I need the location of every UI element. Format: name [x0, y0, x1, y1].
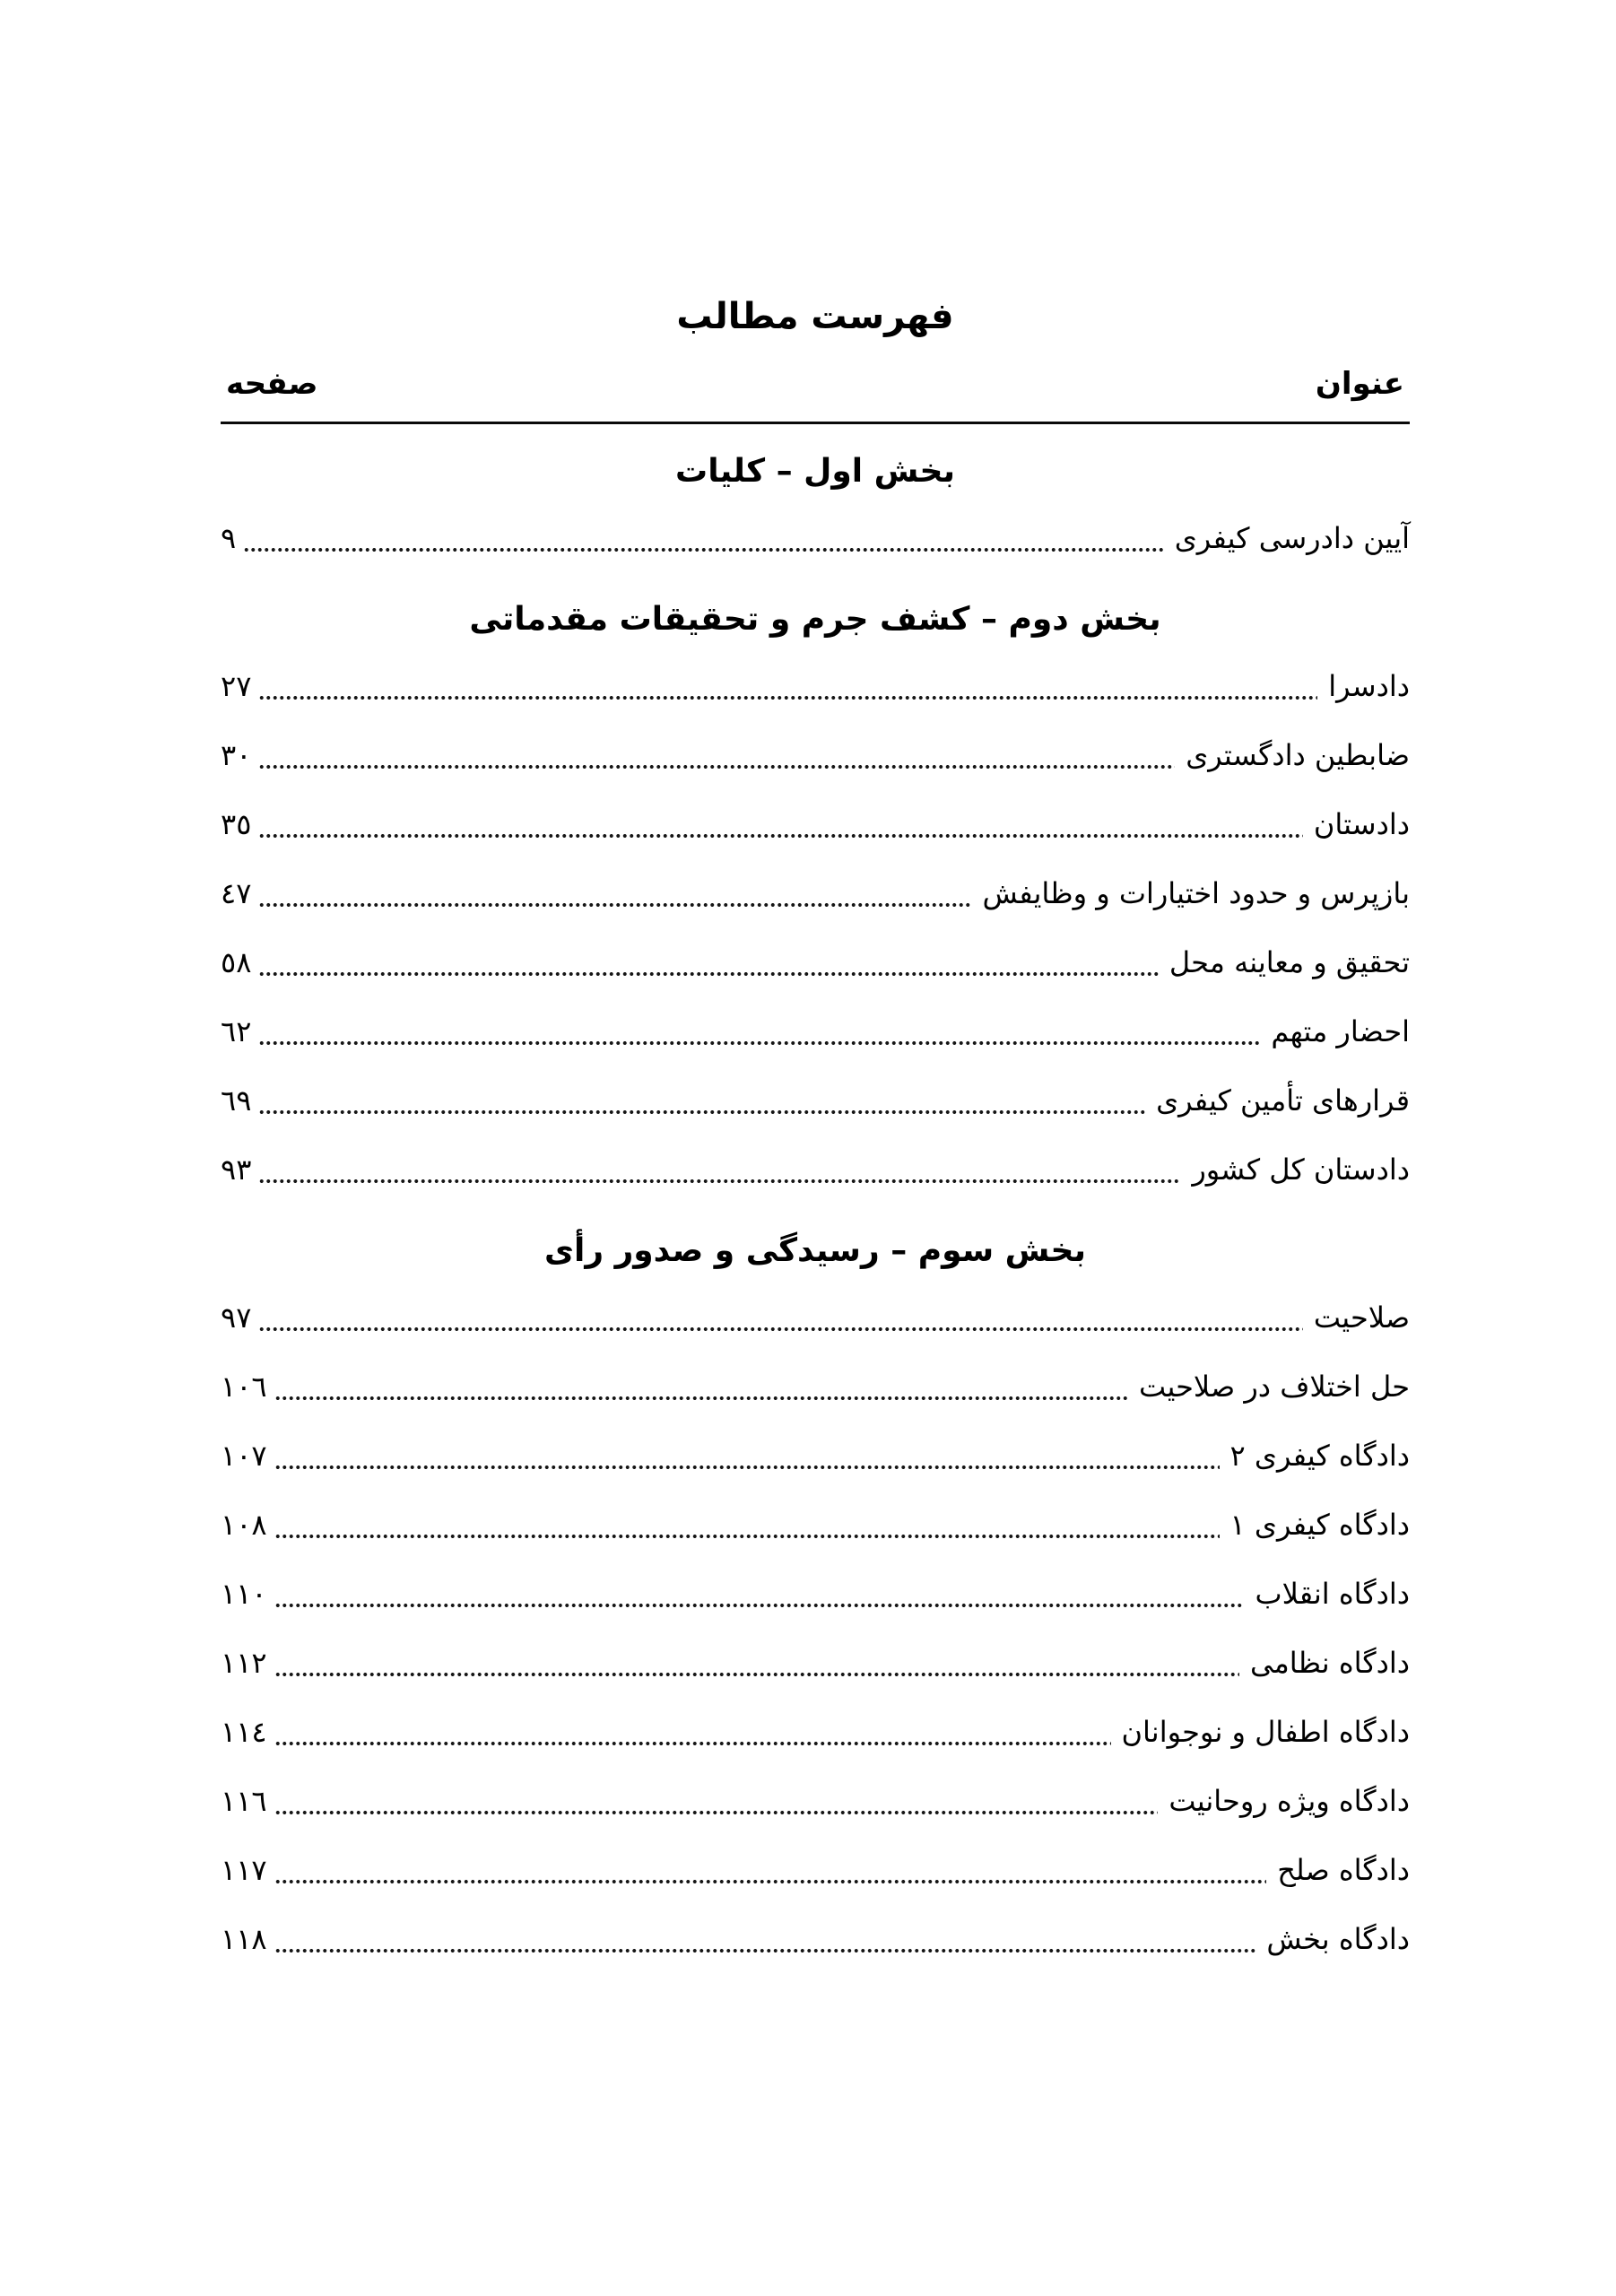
dotted-leader	[274, 1810, 1159, 1815]
toc-entry	[221, 789, 1410, 858]
toc-entry	[221, 1490, 1410, 1559]
toc-entry	[221, 651, 1410, 720]
dotted-leader	[274, 1879, 1267, 1884]
dotted-leader	[274, 1672, 1239, 1677]
entry-title: دادگاه اطفال و نوجوانان	[1121, 1714, 1410, 1749]
entry-page-number: ٩٣	[221, 1152, 252, 1187]
toc-entry	[221, 1135, 1410, 1204]
dotted-leader	[243, 547, 1164, 552]
entry-page-number: ٤٧	[221, 875, 252, 910]
toc-sections	[221, 424, 1410, 1973]
dotted-leader	[274, 1534, 1220, 1539]
entry-page-number: ١١٧	[221, 1852, 267, 1887]
entry-title: ضابطین دادگستری	[1186, 737, 1410, 772]
dotted-leader	[258, 1040, 1260, 1046]
toc-entry	[221, 858, 1410, 927]
entry-page-number: ٣٠	[221, 737, 252, 772]
toc-entry	[221, 927, 1410, 996]
entry-title: دادستان	[1313, 806, 1410, 841]
entry-title: دادگاه کیفری ٢	[1229, 1438, 1410, 1473]
entry-title: بازپرس و حدود اختیارات و وظایفش	[982, 875, 1410, 910]
toc-entry	[221, 503, 1410, 572]
entry-title: دادگاه نظامی	[1249, 1645, 1410, 1680]
entry-title: حل اختلاف در صلاحیت	[1139, 1369, 1410, 1404]
entry-page-number: ٩٧	[221, 1300, 252, 1335]
column-header-page: صفحه	[226, 366, 318, 402]
toc-entry	[221, 1421, 1410, 1490]
column-header-title: عنوان	[1315, 366, 1404, 402]
section-heading: بخش دوم – کشف جرم و تحقیقات مقدماتی	[469, 601, 1161, 638]
toc-entry	[221, 1697, 1410, 1766]
entry-page-number: ١٠٦	[221, 1369, 267, 1404]
entry-title: تحقیق و معاینه محل	[1169, 944, 1410, 979]
dotted-leader	[258, 1178, 1181, 1184]
toc-entry	[221, 1904, 1410, 1973]
entry-page-number: ٥٨	[221, 944, 252, 979]
entry-page-number: ١١٨	[221, 1921, 267, 1956]
entry-page-number: ١١٤	[221, 1714, 267, 1749]
section-heading: بخش اول – کلیات	[675, 453, 955, 490]
toc-entry	[221, 1559, 1410, 1628]
dotted-leader	[274, 1741, 1111, 1746]
dotted-leader	[258, 1326, 1303, 1332]
entry-title: دادگاه کیفری ١	[1229, 1507, 1410, 1542]
dotted-leader	[258, 695, 1317, 700]
toc-entry	[221, 1352, 1410, 1421]
entry-title: دادگاه ویژه روحانیت	[1169, 1783, 1410, 1818]
dotted-leader	[258, 764, 1175, 770]
entry-page-number: ١١٢	[221, 1645, 267, 1680]
toc-entry	[221, 720, 1410, 789]
entry-title: آیین دادرسی کیفری	[1174, 520, 1410, 555]
dotted-leader	[258, 902, 971, 908]
entry-page-number: ١١٠	[221, 1576, 267, 1611]
dotted-leader	[274, 1396, 1128, 1401]
entry-page-number: ١٠٨	[221, 1507, 267, 1542]
dotted-leader	[274, 1948, 1256, 1953]
entry-page-number: ٢٧	[221, 668, 252, 703]
entry-title: دادگاه صلح	[1277, 1852, 1410, 1887]
dotted-leader	[258, 1109, 1145, 1115]
toc-entry	[221, 1766, 1410, 1835]
entry-title: قرارهای تأمین کیفری	[1156, 1083, 1410, 1118]
toc-entry	[221, 1835, 1410, 1904]
entry-page-number: ١٠٧	[221, 1438, 267, 1473]
dotted-leader	[274, 1603, 1245, 1608]
dotted-leader	[258, 971, 1158, 977]
entry-title: دادسرا	[1328, 668, 1410, 703]
toc-entry	[221, 1283, 1410, 1352]
entry-page-number: ٩	[221, 520, 237, 555]
page-title: فهرست مطالب	[676, 296, 954, 337]
toc-entry	[221, 1628, 1410, 1697]
section-heading: بخش سوم – رسیدگی و صدور رأی	[543, 1232, 1086, 1269]
toc-entry	[221, 1065, 1410, 1135]
dotted-leader	[258, 833, 1303, 839]
entry-page-number: ٦٢	[221, 1013, 252, 1048]
entry-title: احضار متهم	[1271, 1013, 1410, 1048]
entry-title: دادگاه انقلاب	[1255, 1576, 1410, 1611]
column-headers	[221, 366, 1410, 402]
entry-page-number: ١١٦	[221, 1783, 267, 1818]
entry-page-number: ٦٩	[221, 1083, 252, 1118]
entry-page-number: ٣٥	[221, 806, 252, 841]
entry-title: دادستان کل کشور	[1192, 1152, 1410, 1187]
entry-title: دادگاه بخش	[1266, 1921, 1410, 1956]
dotted-leader	[274, 1465, 1220, 1470]
entry-title: صلاحیت	[1313, 1300, 1410, 1335]
toc-entry	[221, 996, 1410, 1065]
